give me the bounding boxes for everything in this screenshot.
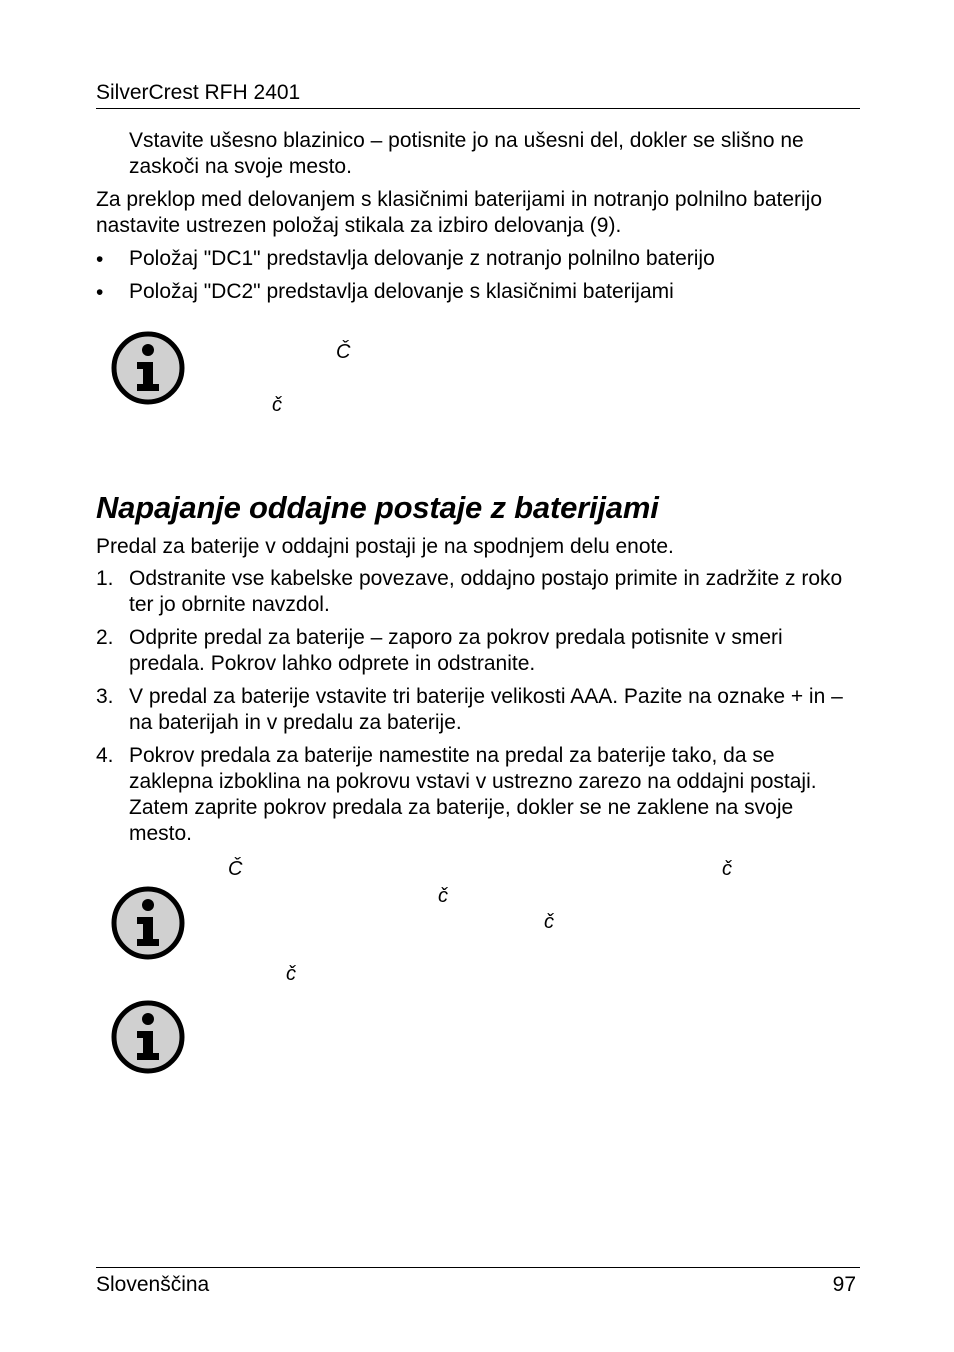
note-glyph: č [286,963,296,985]
bullet-symbol: • [96,248,104,271]
info-icon [110,999,186,1075]
step-number: 4. [96,744,114,767]
step-number: 1. [96,567,114,590]
note-glyph: Č [336,341,351,363]
intro-paragraph: Za preklop med delovanjem s klasičnimi baterijami in notranjo polnilno baterijo nastavite ustrezen položaj stikala za izbiro delovanja (9). [96,188,823,237]
section-paragraph: Predal za baterije v oddajni postaji je na spodnjem delu enote. [96,535,674,558]
step-number: 2. [96,626,114,649]
bullet-symbol: • [96,281,104,304]
bullet-item-dc2: Položaj "DC2" predstavlja delovanje s klasičnimi baterijami [129,280,674,303]
section-heading: Napajanje oddajne postaje z baterijami [96,490,659,525]
note-glyph: č [272,394,282,416]
intro-indent-paragraph: Vstavite ušesno blazinico – potisnite jo na ušesni del, dokler se slišno ne zaskoči na svoje mesto. [129,129,804,178]
note-glyph: č [438,885,448,907]
note-glyph: č [722,858,732,880]
note-glyph: Č [228,858,243,880]
note-glyph: č [544,911,554,933]
page-number: 97 [832,1273,856,1296]
step-text: Pokrov predala za baterije namestite na predal za baterije tako, da se zaklepna izboklina na pokrovu vstavi v ustrezno zarezo na oddajni postaji. Zatem zaprite pokrov predala za baterije, dokler se ne zaklene na svoje mesto. [129,744,817,845]
header-title: SilverCrest RFH 2401 [96,81,301,104]
footer-language: Slovenščina [96,1273,210,1296]
info-icon [110,330,186,406]
step-text: Odstranite vse kabelske povezave, oddajno postajo primite in zadržite z roko ter jo obrnite navzdol. [129,567,843,616]
header-rule [96,108,860,109]
footer-rule [96,1267,860,1268]
step-number: 3. [96,685,114,708]
step-text: Odprite predal za baterije – zaporo za pokrov predala potisnite v smeri predala. Pokrov lahko odprete in odstranite. [129,626,783,675]
info-icon [110,885,186,961]
step-text: V predal za baterije vstavite tri baterije velikosti AAA. Pazite na oznake + in – na baterijah in v predalu za baterije. [129,685,843,734]
bullet-item-dc1: Položaj "DC1" predstavlja delovanje z notranjo polnilno baterijo [129,247,715,270]
